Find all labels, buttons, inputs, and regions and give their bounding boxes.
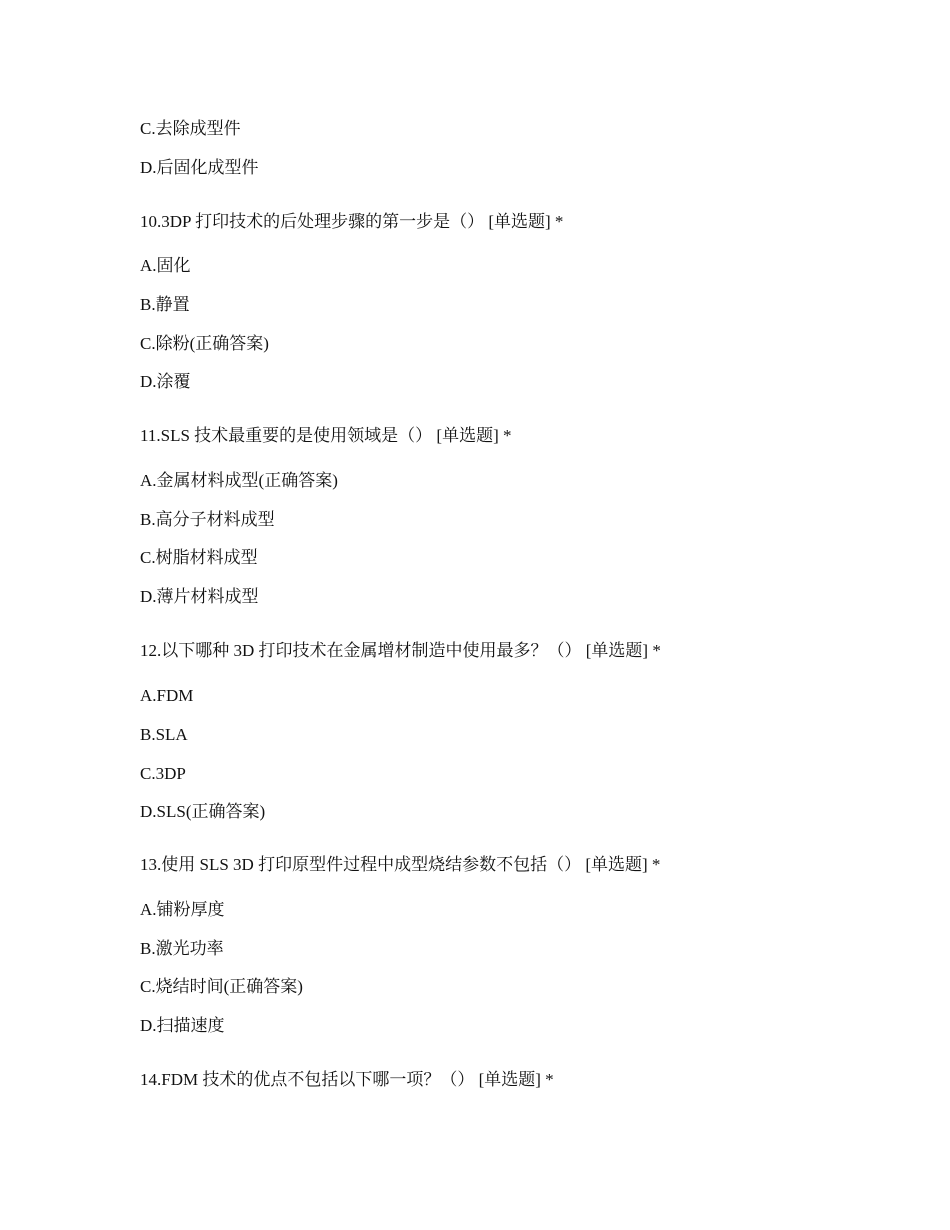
- q13-option-c: C.烧结时间(正确答案): [140, 977, 303, 996]
- q10-option-c: C.除粉(正确答案): [140, 334, 269, 353]
- q11-question: 11.SLS 技术最重要的是使用领域是（） [单选题] *: [140, 426, 512, 445]
- q9-option-c: C.去除成型件: [140, 119, 241, 138]
- q13-option-b: B.激光功率: [140, 939, 224, 958]
- q10-option-a: A.固化: [140, 256, 191, 275]
- q11-option-b: B.高分子材料成型: [140, 510, 275, 529]
- q13-option-d: D.扫描速度: [140, 1016, 225, 1035]
- q12-option-d: D.SLS(正确答案): [140, 802, 266, 821]
- q11-option-a: A.金属材料成型(正确答案): [140, 471, 338, 490]
- q11-option-c: C.树脂材料成型: [140, 548, 258, 567]
- q10-option-d: D.涂覆: [140, 372, 191, 391]
- q14-question: 14.FDM 技术的优点不包括以下哪一项？（） [单选题] *: [140, 1070, 554, 1089]
- q13-question: 13.使用 SLS 3D 打印原型件过程中成型烧结参数不包括（） [单选题] *: [140, 855, 661, 874]
- q10-option-b: B.静置: [140, 295, 190, 314]
- q10-question: 10.3DP 打印技术的后处理步骤的第一步是（） [单选题] *: [140, 212, 564, 231]
- q12-option-c: C.3DP: [140, 764, 186, 783]
- q12-question: 12.以下哪种 3D 打印技术在金属增材制造中使用最多？（） [单选题] *: [140, 641, 661, 660]
- q12-option-b: B.SLA: [140, 725, 188, 744]
- q11-option-d: D.薄片材料成型: [140, 587, 259, 606]
- q13-option-a: A.铺粉厚度: [140, 900, 225, 919]
- q9-option-d: D.后固化成型件: [140, 158, 259, 177]
- q12-option-a: A.FDM: [140, 686, 194, 705]
